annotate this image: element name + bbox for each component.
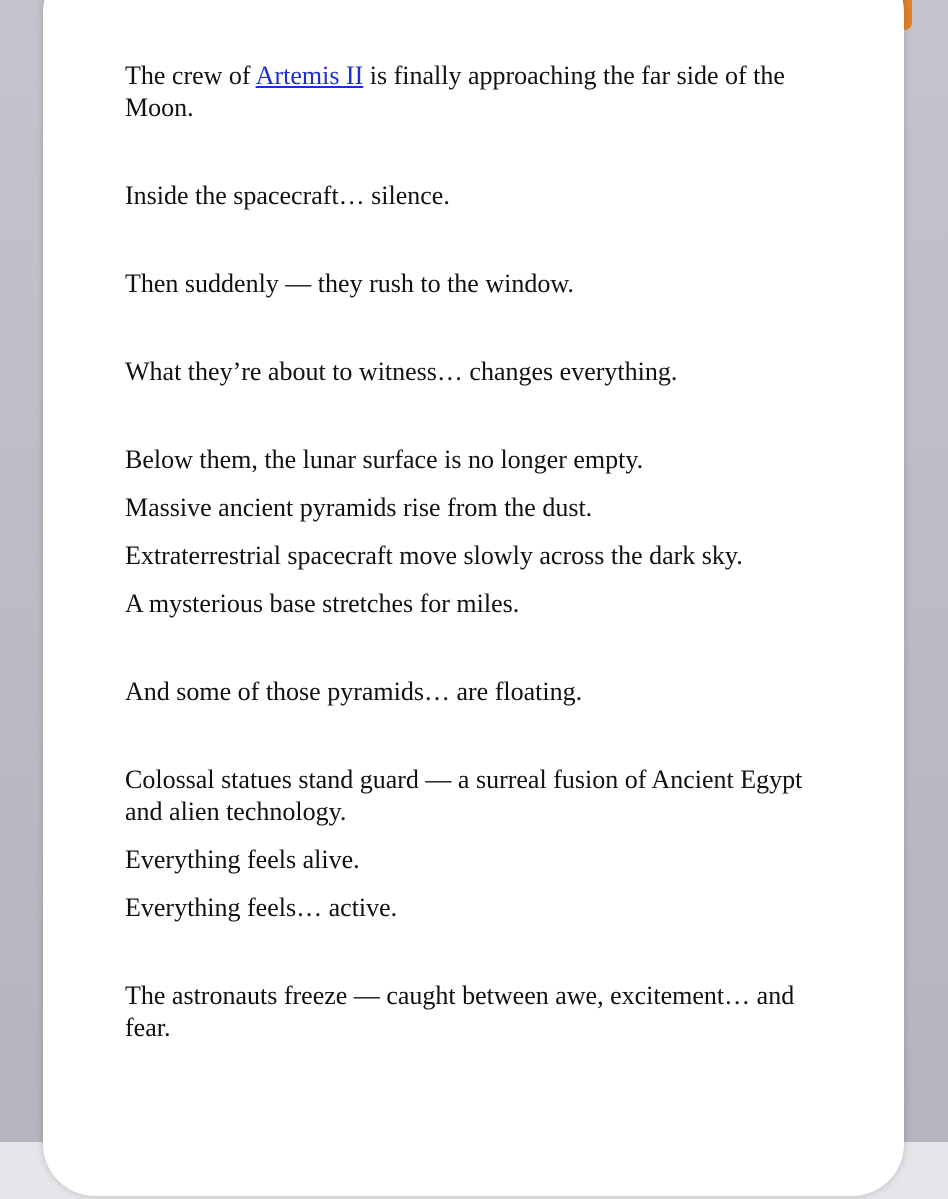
paragraph-1 — [125, 60, 805, 124]
paragraph-5: Below them, the lunar surface is no longer empty. — [125, 445, 644, 474]
paragraph-13: The astronauts freeze — caught between awe, excitement… and fear. — [125, 981, 795, 1042]
article-card — [43, 0, 904, 1196]
paragraph-9: And some of those pyramids… are floating. — [125, 677, 583, 706]
paragraph-3: Then suddenly — they rush to the window. — [125, 269, 574, 298]
paragraph-10: Colossal statues stand guard — a surreal fusion of Ancient Egypt and alien technology. — [125, 765, 803, 826]
paragraph-7: Extraterrestrial spacecraft move slowly across the dark sky. — [125, 541, 743, 570]
paragraph-6: Massive ancient pyramids rise from the dust. — [125, 493, 593, 522]
article-body — [125, 60, 805, 1044]
paragraph-1-before: The crew of — [125, 61, 256, 90]
paragraph-4: What they’re about to witness… changes everything. — [125, 357, 678, 386]
artemis-ii-link[interactable]: Artemis II — [255, 61, 364, 90]
paragraph-1-after: is finally approaching the far side of the Moon. — [125, 61, 785, 122]
paragraph-2: Inside the spacecraft… silence. — [125, 181, 450, 210]
paragraph-11: Everything feels alive. — [125, 845, 360, 874]
paragraph-8: A mysterious base stretches for miles. — [125, 589, 520, 618]
paragraph-12: Everything feels… active. — [125, 893, 398, 922]
